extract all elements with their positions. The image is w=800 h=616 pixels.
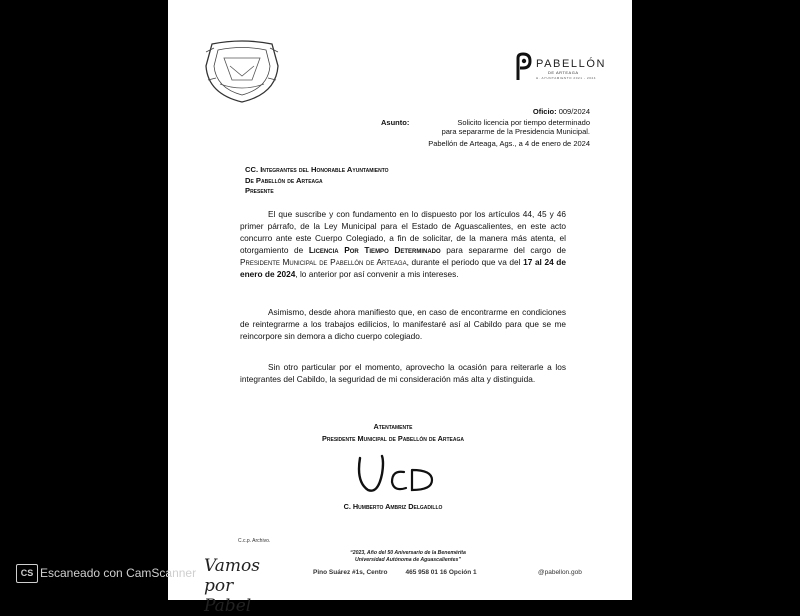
slogan-logo: Vamos por Pabel: [204, 556, 260, 616]
addressee-line-3: Presente: [245, 186, 274, 196]
asunto-label: Asunto:: [381, 118, 410, 127]
addressee-line-2: De Pabellón de Arteaga: [245, 175, 323, 185]
p1-position: Presidente Municipal de Pabellón de Arteaga: [240, 257, 407, 268]
signatory-name: C. Humberto Ambriz Delgadillo: [343, 502, 443, 511]
municipal-seal-icon: [202, 36, 282, 106]
oficio-number: 009/2024: [558, 107, 590, 116]
p1-period: 17 al 24 de enero de 2024: [240, 257, 566, 280]
asunto-line-1: Solicito licencia por tiempo determinado: [457, 118, 590, 127]
p1-text-a: El que suscribe y con fundamento en lo dispuesto por los artículos 44, 45 y 46 primer párrafo, de la Ley Municipal para el Estado de Aguascalientes, en este acto concurro ante este Cuerpo Colegiado, a fin de solicitar, de la manera más atenta, el otorgamiento de: [240, 209, 566, 256]
footer-social: [538, 569, 582, 576]
closing-position: Presidente Municipal de Pabellón de Arteaga: [322, 434, 464, 443]
motto-line-2: Universidad Autónoma de Aguascalientes”: [355, 557, 461, 564]
body-paragraph-3: [240, 361, 566, 385]
signature-icon: [352, 452, 442, 500]
camscanner-watermark: Escaneado con CamScanner: [40, 566, 197, 580]
closing-atentamente: Atentamente: [373, 422, 413, 431]
p1-text-c: para separarme del cargo de: [440, 245, 566, 256]
addressee-block: [245, 165, 389, 197]
footer-contact: [313, 569, 477, 576]
p3-text: Sin otro particular por el momento, aprovecho la ocasión para reiterarle a los integrantes del Cabildo, la seguridad de mi consideración más alta y distinguida.: [240, 362, 566, 385]
ccp-note: C.c.p. Archivo.: [238, 538, 271, 544]
oficio-line: [533, 107, 590, 116]
brand-years: H. AYUNTAMIENTO 2021 - 2024: [536, 76, 597, 80]
footer-motto: [313, 550, 503, 564]
brand-subtitle: DE ARTEAGA: [548, 70, 579, 75]
addressee-line-1: CC. Integrantes del Honorable Ayuntamiento: [245, 165, 389, 174]
body-paragraph-2: [240, 306, 566, 342]
pabellon-logo-icon: [514, 52, 532, 82]
p2-text: Asimismo, desde ahora manifiesto que, en caso de encontrarme en condiciones de reintegrarme a los trabajos edilicios, lo manifestaré así al Cabildo para que se me reincorpore sin demora a dicho cuerpo colegiado.: [240, 307, 566, 342]
pabellon-logo: [514, 52, 606, 92]
camscanner-icon: CS: [16, 564, 38, 583]
p1-text-e: , durante el periodo que va del: [406, 257, 524, 268]
p1-license-type: Licencia Por Tiempo Determinado: [308, 245, 441, 256]
body-paragraph-1: [240, 208, 566, 281]
social-handle: @pabellon.gob: [538, 569, 582, 576]
motto-line-1: “2023, Año del 50 Aniversario de la Benemérita: [350, 550, 466, 556]
brand-name: PABELLÓN: [536, 58, 607, 70]
footer-address: Pino Suárez #1s, Centro: [313, 569, 388, 576]
p1-text-g: , lo anterior por así convenir a mis intereses.: [295, 269, 459, 280]
footer-phone: 465 958 01 16 Opción 1: [405, 569, 477, 576]
asunto-text: [394, 118, 590, 137]
place-date: Pabellón de Arteaga, Ags., a 4 de enero de 2024: [428, 139, 590, 148]
oficio-label: Oficio:: [532, 107, 557, 116]
letter-page: [168, 0, 632, 616]
asunto-line-2: para separarme de la Presidencia Municipal.: [441, 127, 590, 137]
